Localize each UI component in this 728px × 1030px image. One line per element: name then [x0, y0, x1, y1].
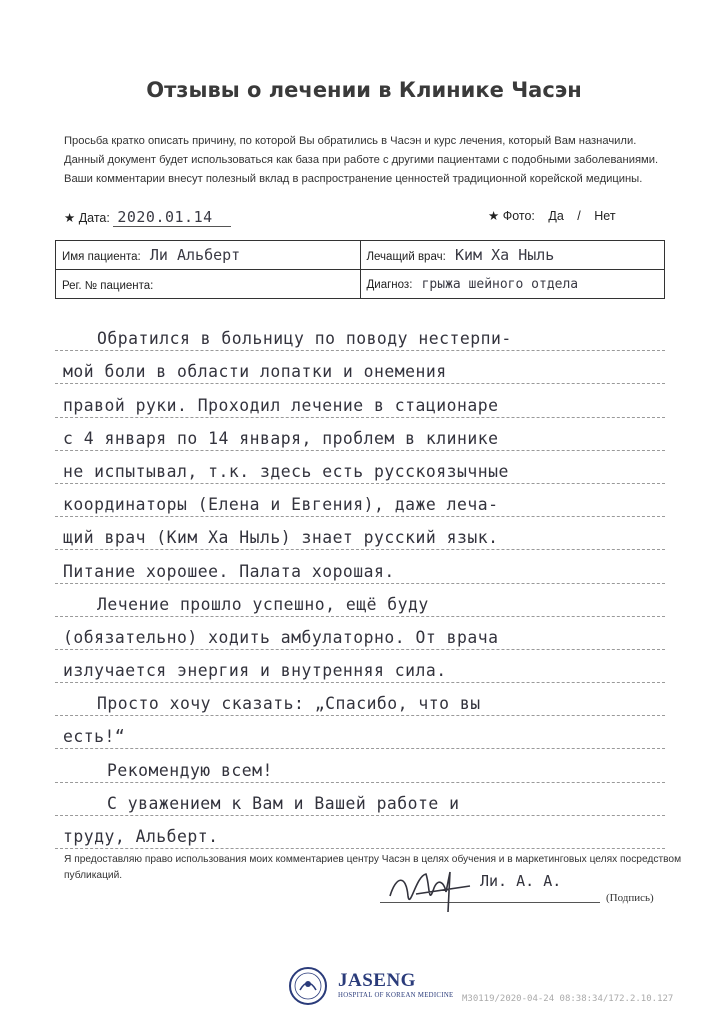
logo-subtitle: HOSPITAL OF KOREAN MEDICINE [338, 992, 454, 999]
reg-number-cell [56, 270, 361, 299]
review-line [55, 816, 665, 849]
review-line [55, 318, 665, 351]
review-line [55, 451, 665, 484]
review-line-text: координаторы (Елена и Евгения), даже леча- [63, 495, 499, 515]
patient-info-table [55, 240, 665, 299]
review-line-text: не испытывал, т.к. здесь есть русскоязычные [63, 461, 509, 481]
review-line [55, 384, 665, 417]
review-line [55, 517, 665, 550]
date-row [64, 208, 231, 227]
review-line [55, 584, 665, 617]
doctor-label: Лечащий врач: [366, 251, 446, 263]
review-line-text: Обратился в больницу по поводу нестерпи- [97, 329, 512, 349]
review-line-text: труду, Альберт. [63, 827, 219, 846]
star-icon: ★ [488, 209, 500, 223]
review-line-text: щий врач (Ким Ха Ныль) знает русский язык. [63, 528, 499, 548]
review-line [55, 650, 665, 683]
review-line [55, 617, 665, 650]
review-line-text: Лечение прошло успешно, ещё буду [97, 594, 429, 614]
intro-line: Ваши комментарии внесут полезный вклад в распространение ценностей традиционной корейской медицины. [64, 173, 643, 185]
review-line-text: есть!“ [63, 727, 126, 747]
diagnosis-label: Диагноз: [366, 278, 413, 291]
hospital-seal-icon [288, 966, 332, 1006]
reg-number-label: Рег. № пациента: [62, 280, 154, 292]
review-line-text: мой боли в области лопатки и онемения [63, 362, 447, 382]
photo-no-option[interactable]: Нет [594, 209, 616, 223]
review-line-text: Просто хочу сказать: „Спасибо, что вы [97, 694, 481, 714]
intro-line: Просьба кратко описать причину, по которой Вы обратились в Часэн и курс лечения, который Вам назначили. [64, 135, 637, 147]
review-line-text: Питание хорошее. Палата хорошая. [63, 561, 395, 581]
review-line-text: правой руки. Проходил лечение в стационаре [63, 395, 499, 415]
review-line [55, 484, 665, 517]
date-value: 2020.01.14 [113, 208, 231, 227]
review-line [55, 749, 665, 782]
intro-text [64, 132, 704, 189]
page-title: Отзывы о лечении в Клинике Часэн [146, 78, 582, 102]
review-line-text: Рекомендую всем! [107, 760, 273, 780]
doctor-cell [360, 241, 665, 270]
photo-yes-option[interactable]: Да [548, 209, 564, 223]
review-line-text: С уважением к Вам и Вашей работе и [107, 793, 460, 813]
photo-label: Фото: [502, 209, 535, 223]
star-icon: ★ [64, 211, 76, 225]
footer-code: M30119/2020-04-24 08:38:34/172.2.10.127 [462, 994, 674, 1004]
date-label: Дата: [78, 211, 110, 225]
review-line [55, 716, 665, 749]
photo-separator: / [577, 209, 581, 223]
review-line [55, 418, 665, 451]
patient-name-label: Имя пациента: [62, 251, 141, 263]
logo-name: JASENG [338, 970, 416, 991]
review-line [55, 351, 665, 384]
review-line [55, 783, 665, 816]
diagnosis-cell [360, 270, 665, 299]
jaseng-logo [288, 966, 458, 1006]
review-line-text: с 4 января по 14 января, проблем в клинике [63, 428, 499, 448]
diagnosis-value: грыжа шейного отдела [421, 276, 579, 292]
review-text [55, 318, 665, 849]
review-line [55, 550, 665, 583]
review-line [55, 683, 665, 716]
photo-row [488, 208, 616, 223]
signature-label: (Подпись) [606, 892, 654, 904]
patient-name-value: Ли Альберт [149, 246, 241, 264]
review-line-text: (обязательно) ходить амбулаторно. От врача [63, 627, 499, 647]
patient-name-cell [56, 241, 361, 270]
review-line-text: излучается энергия и внутренняя сила. [63, 661, 447, 681]
signature-name: Ли. А. А. [480, 872, 562, 890]
signature-area [380, 862, 670, 922]
intro-line: Данный документ будет использоваться как база при работе с другими пациентами с подобными заболеваниями. [64, 154, 659, 166]
consent-text: Я предоставляю право использования моих комментариев центру Часэн в целях обучения и в маркетинговых целях посредством публикаций. [64, 854, 682, 881]
handwritten-signature [386, 866, 476, 916]
doctor-value: Ким Ха Ныль [455, 246, 555, 264]
